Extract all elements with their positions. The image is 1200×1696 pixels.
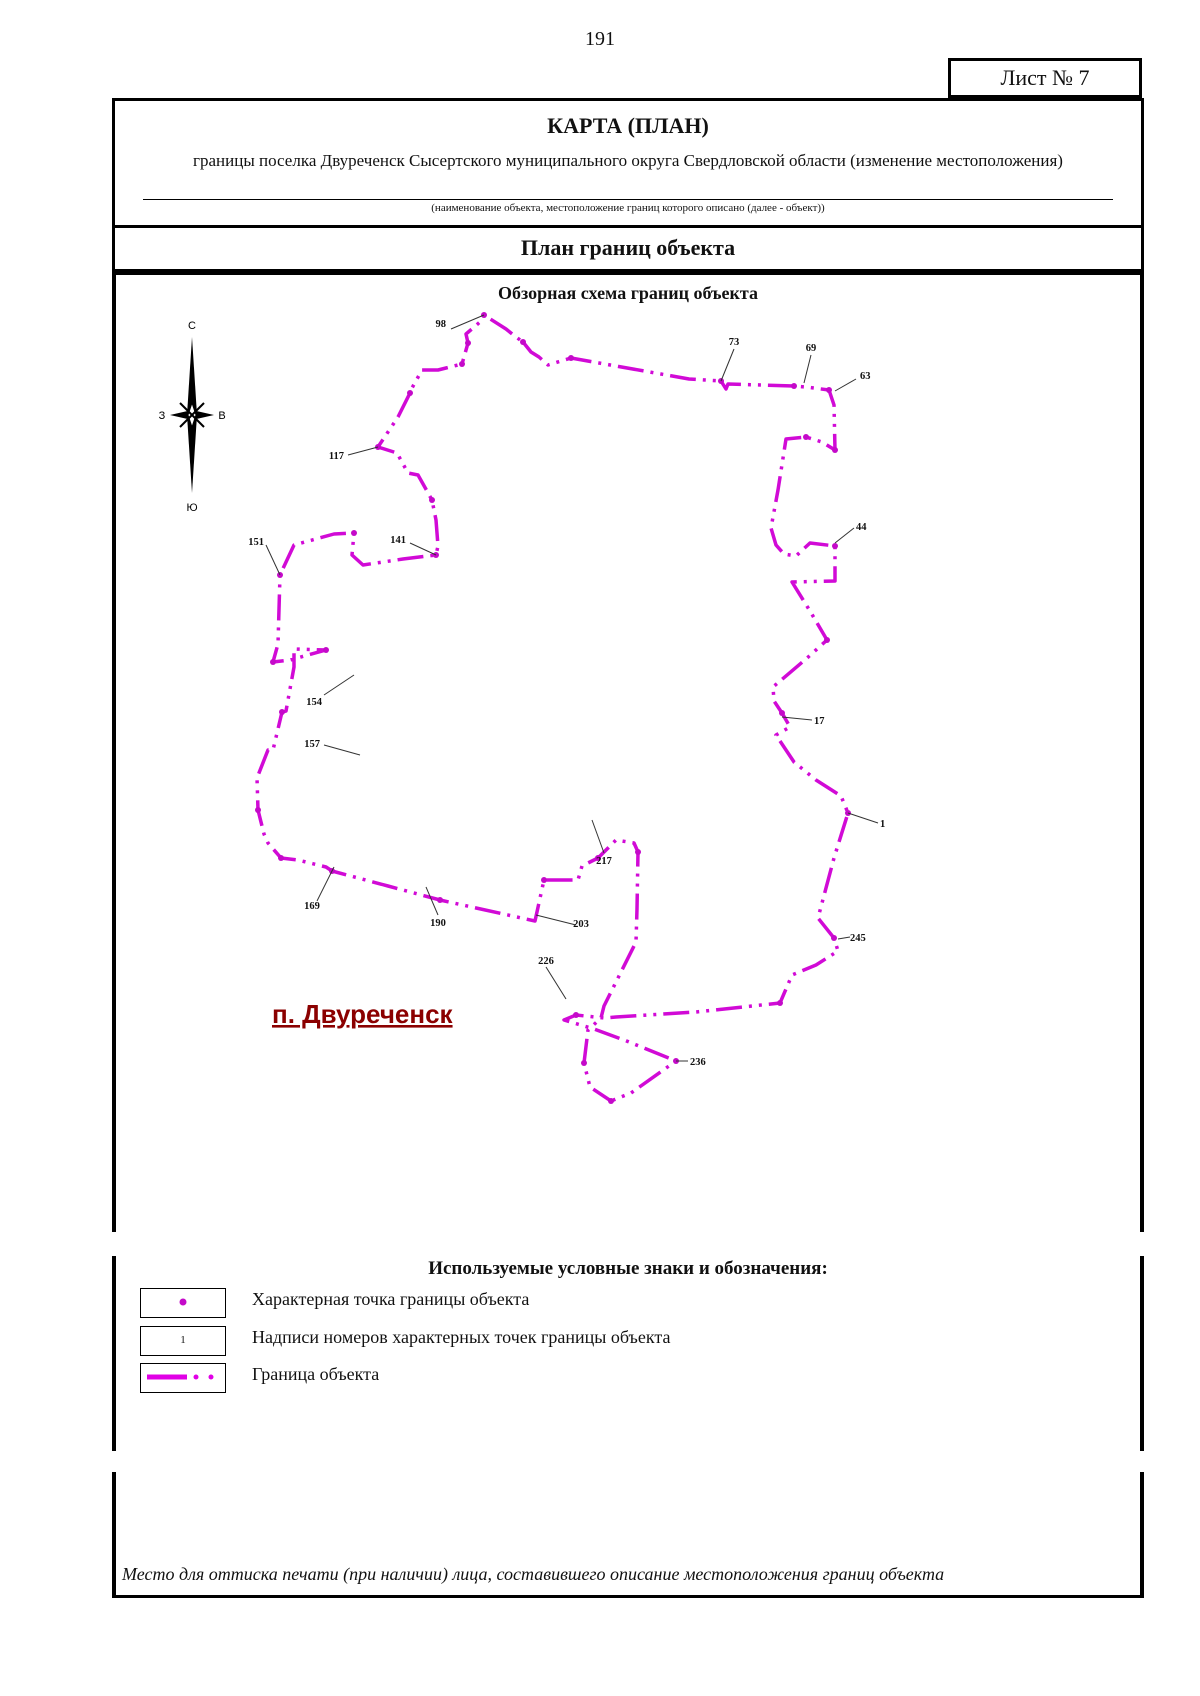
boundary-line-icon [141,1364,224,1391]
stamp-area [112,1472,1144,1598]
point-label: 63 [860,371,871,382]
boundary-point [323,647,329,653]
boundary-map [116,275,1140,1231]
boundary-point [520,339,526,345]
legend-label-swatch [140,1326,226,1356]
boundary-point [581,1060,587,1066]
point-label: 73 [728,337,740,348]
point-label: 141 [390,535,406,546]
point-labels [248,319,885,1068]
boundary-point [255,807,261,813]
legend [112,1256,1144,1451]
boundary-point [824,637,830,643]
compass-rose-icon [159,320,226,514]
boundary-point [832,543,838,549]
point-label: 17 [814,716,825,727]
point-label: 98 [435,319,446,330]
boundary-point [407,390,413,396]
point-label: 169 [304,901,320,912]
boundary-point [465,340,471,346]
boundary-point [270,659,276,665]
settlement-boundary [257,315,848,1101]
map-frame [112,272,1144,1232]
point-label: 69 [805,343,817,354]
point-label: 245 [850,933,866,944]
map-subtitle: границы поселка Двуреченск Сысертского муниципального округа Свердловской области (изменение местоположения) [193,151,1063,170]
boundary-point [278,855,284,861]
plan-title: План границ объекта [112,228,1144,272]
boundary-point [429,497,435,503]
boundary-point [568,355,574,361]
subtitle-rule [143,199,1113,200]
point-label: 157 [304,739,320,750]
boundary-point [832,447,838,453]
point-icon [141,1289,224,1316]
boundary-point [279,709,285,715]
boundary-point [541,877,547,883]
boundary-point [803,434,809,440]
boundary-point [351,530,357,536]
header-box [112,98,1144,228]
point-label: 190 [430,918,446,929]
point-label: 117 [328,451,344,462]
map-caption: (наименование объекта, местоположение границ которого описано (далее - объект)) [431,202,825,214]
compass-east-label: В [218,410,226,422]
page-number: 191 [585,28,615,50]
legend-item-text: Характерная точка границы объекта [252,1289,530,1309]
boundary-point [635,849,641,855]
point-label: 217 [596,856,612,867]
point-label: 1 [880,819,886,830]
boundary-point [779,710,785,716]
boundary-points [255,312,851,1104]
boundary-point [777,1000,783,1006]
legend-label-sample: 1 [180,1334,186,1346]
stamp-note: Место для оттиска печати (при наличии) лица, составившего описание местоположения границ объекта [122,1564,945,1584]
point-label: 151 [248,537,264,548]
compass-north-label: С [188,320,196,332]
map-title: КАРТА (ПЛАН) [547,113,709,138]
point-label: 226 [538,956,554,967]
point-label: 236 [690,1057,706,1068]
point-label: 44 [856,522,867,533]
legend-boundary-swatch [140,1363,226,1393]
legend-title: Используемые условные знаки и обозначения: [428,1258,828,1279]
boundary-point [459,361,465,367]
legend-item-text: Надписи номеров характерных точек границы объекта [252,1327,671,1347]
legend-item-text: Граница объекта [252,1364,380,1384]
boundary-point [437,897,443,903]
boundary-point [791,383,797,389]
boundary-point [573,1012,579,1018]
compass-west-label: З [158,410,166,422]
point-label: 154 [306,697,322,708]
settlement-label: п. Двуреченск [272,999,453,1029]
compass-south-label: Ю [186,502,198,514]
label-leaders [266,315,878,1061]
boundary-point [826,387,832,393]
point-label: 203 [573,919,589,930]
sheet-number-box: Лист № 7 [948,58,1142,98]
boundary-point [608,1098,614,1104]
legend-point-swatch [140,1288,226,1318]
overview-title: Обзорная схема границ объекта [498,283,758,303]
boundary-point [831,935,837,941]
